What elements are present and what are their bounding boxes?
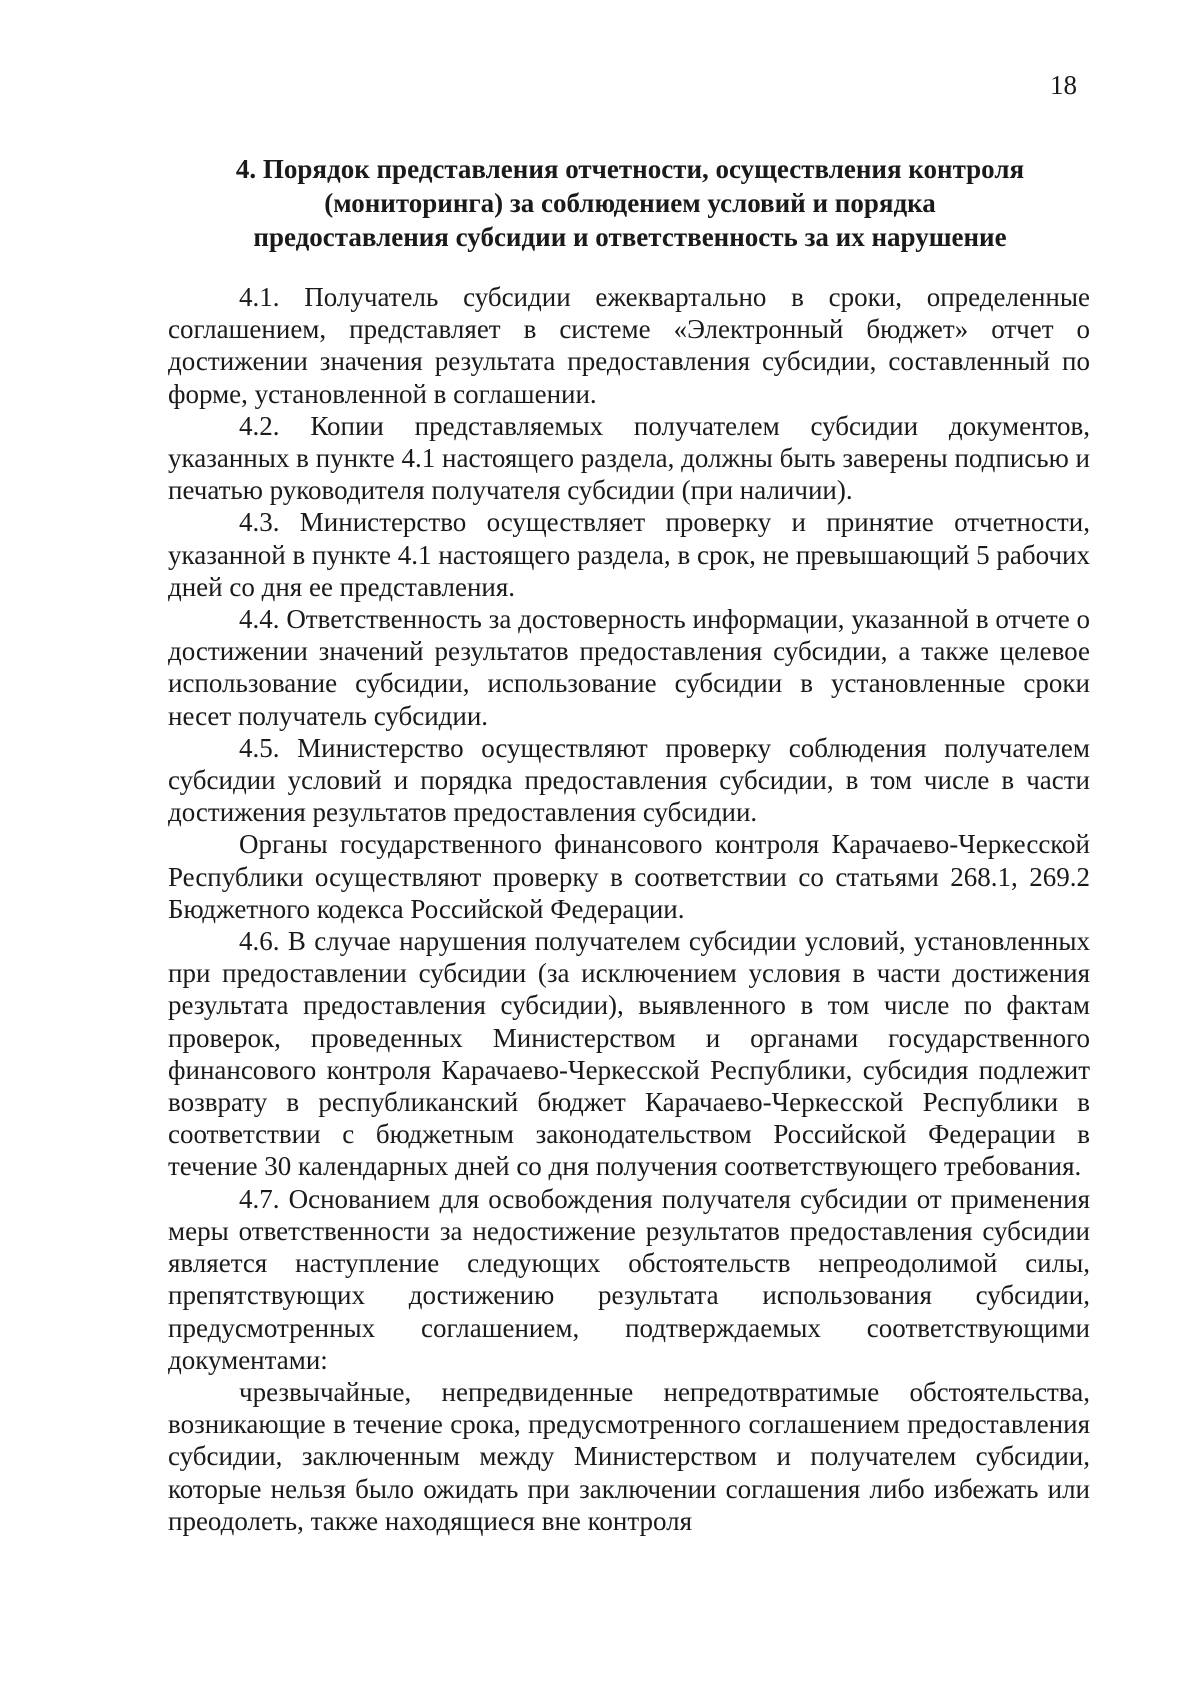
paragraph-4-1: 4.1. Получатель субсидии ежеквартально в сроки, определенные соглашением, представляет в системе «Электронный бюджет» отчет о достижении значения результата предоставления субсидии, составленный по форме, установленной в соглашении.	[168, 282, 1090, 409]
section-heading-line: (мониторинга) за соблюдением условий и порядка	[324, 188, 936, 218]
paragraph-4-5: 4.5. Министерство осуществляют проверку соблюдения получателем субсидии условий и порядка предоставления субсидии, в том числе в части достижения результатов предоставления субсидии.	[168, 732, 1090, 828]
paragraph-4-2: 4.2. Копии представляемых получателем субсидии документов, указанных в пункте 4.1 настоящего раздела, должны быть заверены подписью и печатью руководителя получателя субсидии (при наличии).	[168, 410, 1090, 506]
section-heading	[170, 152, 1090, 254]
page-number: 18	[1050, 70, 1077, 100]
paragraph-4-3: 4.3. Министерство осуществляет проверку и принятие отчетности, указанной в пункте 4.1 настоящего раздела, в срок, не превышающий 5 рабочих дней со дня ее представления.	[168, 507, 1090, 602]
paragraph-4-6: 4.6. В случае нарушения получателем субсидии условий, установленных при предоставлении субсидии (за исключением условия в части достижения результата предоставления субсидии), выявленного в том числе по фактам проверок, проведенных Министерством и органами государственного финансового контроля Карачаево-Черкесской Республики, субсидия подлежит возврату в республиканский бюджет Карачаево-Черкесской Республики в соответствии с бюджетным законодательством Российской Федерации в течение 30 календарных дней со дня получения соответствующего требования.	[168, 926, 1090, 1182]
section-heading-line: 4. Порядок представления отчетности, осуществления контроля	[235, 154, 1025, 184]
paragraph-control-bodies: Органы государственного финансового контроля Карачаево-Черкесской Республики осуществляют проверку в соответствии со статьями 268.1, 269.2 Бюджетного кодекса Российской Федерации.	[168, 829, 1090, 924]
paragraph-force-majeure: чрезвычайные, непредвиденные непредотвратимые обстоятельства, возникающие в течение срока, предусмотренного соглашением предоставления субсидии, заключенным между Министерством и получателем субсидии, которые нельзя было ожидать при заключении соглашения либо избежать или преодолеть, также находящиеся вне контроля	[168, 1376, 1090, 1536]
paragraph-4-7: 4.7. Основанием для освобождения получателя субсидии от применения меры ответственности за недостижение результатов предоставления субсидии является наступление следующих обстоятельств непреодолимой силы, препятствующих достижению результата использования субсидии, предусмотренных соглашением, подтверждаемых соответствующими документами:	[168, 1183, 1090, 1375]
paragraph-4-4: 4.4. Ответственность за достоверность информации, указанной в отчете о достижении значений результатов предоставления субсидии, а также целевое использование субсидии, использование субсидии в установленные сроки несет получатель субсидии.	[168, 604, 1090, 731]
section-heading-line: предоставления субсидии и ответственность за их нарушение	[253, 222, 1007, 252]
section-body	[168, 281, 1090, 1537]
